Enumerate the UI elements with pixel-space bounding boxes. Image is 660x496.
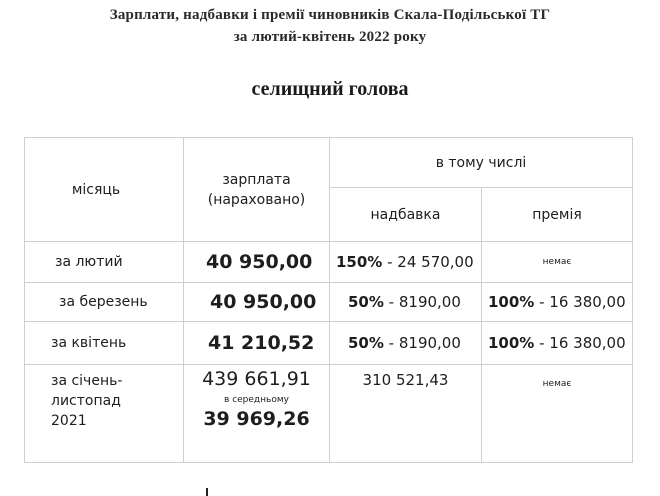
- row-month: за квітень: [25, 322, 184, 365]
- row-salary: 41 210,52: [184, 322, 330, 365]
- header-premium: премія: [482, 188, 633, 242]
- row-bonus: [330, 283, 482, 322]
- premium-amount: - 16 380,00: [534, 334, 626, 352]
- row-month: за лютий: [25, 242, 184, 283]
- premium-amount: - 16 380,00: [534, 293, 626, 311]
- bonus-amount: - 24 570,00: [382, 253, 474, 271]
- row-premium: [482, 283, 633, 322]
- header-bonus: надбавка: [330, 188, 482, 242]
- header-salary: [184, 138, 330, 242]
- summary-average-label: в середньому: [224, 395, 289, 405]
- header-month: [25, 138, 184, 242]
- summary-month-line-3: 2021: [51, 413, 87, 429]
- position-title: селищний голова: [251, 78, 409, 100]
- row-salary: 40 950,00: [184, 242, 330, 283]
- table-row: [25, 322, 633, 365]
- document-title-line-1: Зарплати, надбавки і премії чиновників Скала-Подільської ТГ: [109, 7, 551, 23]
- summary-bonus: 310 521,43: [330, 365, 482, 463]
- table-header-row: [25, 138, 633, 188]
- summary-premium: немає: [482, 365, 633, 463]
- bonus-percent: 50%: [348, 334, 384, 352]
- header-salary-line-2: (нараховано): [207, 191, 306, 208]
- salary-table: [24, 137, 633, 463]
- summary-salary-average: 39 969,26: [203, 408, 310, 430]
- header-including: в тому числі: [330, 138, 633, 188]
- row-salary: 40 950,00: [184, 283, 330, 322]
- row-premium: немає: [482, 242, 633, 283]
- row-month: за березень: [25, 283, 184, 322]
- row-bonus: [330, 242, 482, 283]
- summary-salary: [184, 365, 330, 463]
- summary-row: [25, 365, 633, 463]
- document-title-line-2: за лютий-квітень 2022 року: [233, 29, 427, 45]
- summary-month-line-1: за січень-: [51, 373, 123, 389]
- row-bonus: [330, 322, 482, 365]
- header-month-label: місяць: [71, 181, 121, 198]
- bonus-amount: - 8190,00: [383, 293, 461, 311]
- row-premium: [482, 322, 633, 365]
- premium-percent: 100%: [488, 293, 535, 311]
- table-row: [25, 242, 633, 283]
- header-salary-line-1: зарплата: [222, 171, 291, 188]
- summary-salary-total: 439 661,91: [202, 368, 311, 390]
- bonus-percent: 150%: [336, 253, 383, 271]
- bonus-percent: 50%: [348, 293, 384, 311]
- table-row: [25, 283, 633, 322]
- bonus-amount: - 8190,00: [383, 334, 461, 352]
- summary-month: [25, 365, 184, 463]
- premium-percent: 100%: [488, 334, 535, 352]
- summary-month-line-2: листопад: [51, 393, 121, 409]
